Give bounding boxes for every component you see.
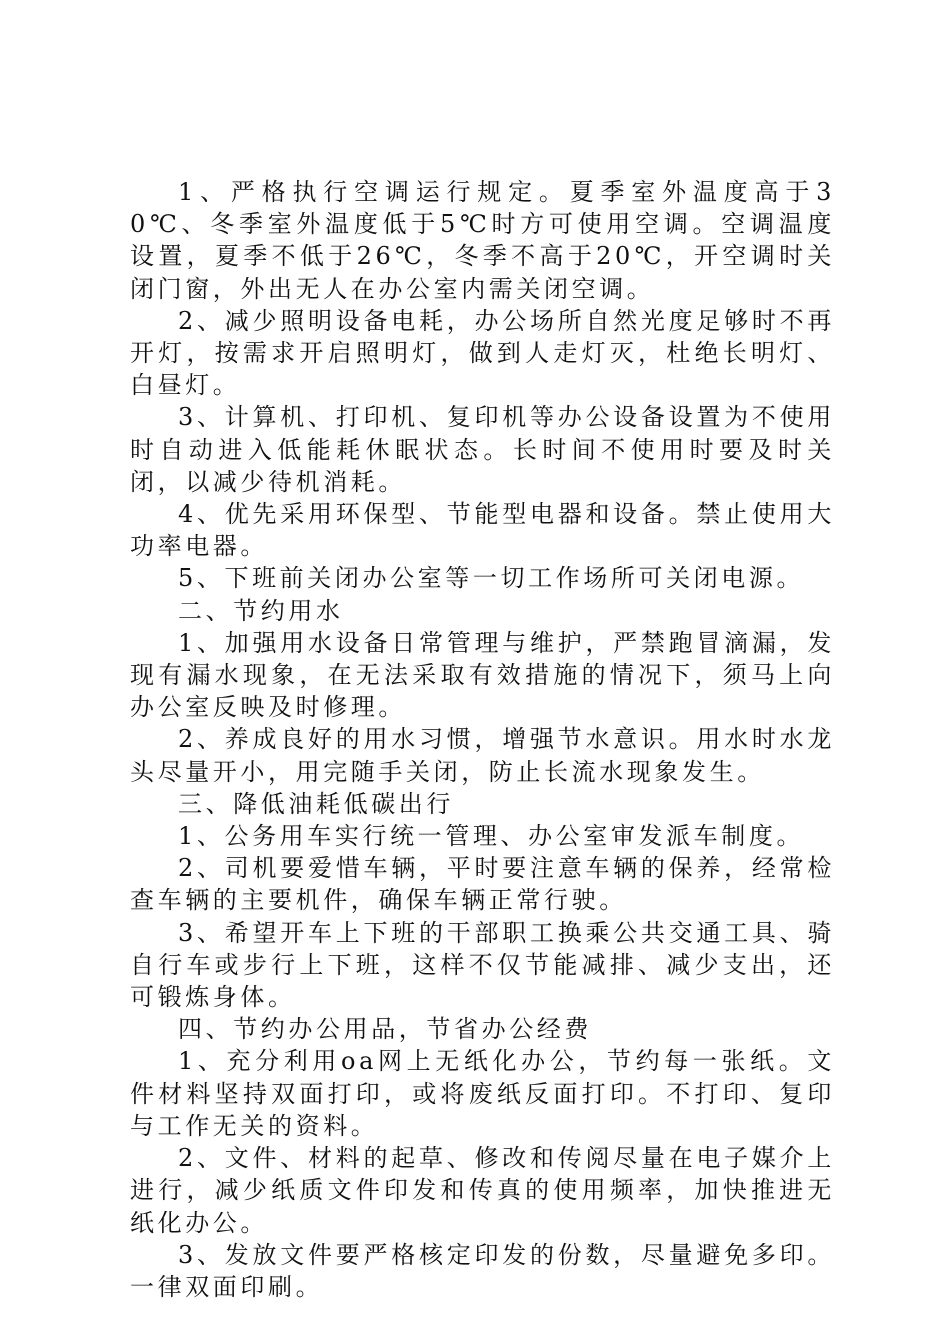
paragraph-vehicle-management: 1、公务用车实行统一管理、办公室审发派车制度。 [178,822,805,851]
paragraph-vehicle-care: 2、司机要爱惜车辆，平时要注意车辆的保养，经常检查车辆的主要机件，确保车辆正常行驶。 [130,854,835,915]
paragraph-eco-appliances: 4、优先采用环保型、节能型电器和设备。禁止使用大功率电器。 [130,500,835,561]
paragraph-power-off: 5、下班前关闭办公室等一切工作场所可关闭电源。 [178,564,805,593]
paragraph-lighting: 2、减少照明设备电耗，办公场所自然光度足够时不再开灯，按需求开启照明灯，做到人走灯灭，杜绝长明灯、白昼灯。 [130,306,835,400]
paragraph-paperless: 1、充分利用oa网上无纸化办公，节约每一张纸。文件材料坚持双面打印，或将废纸反面打印。不打印、复印与工作无关的资料。 [130,1047,835,1140]
paragraph-water-maintenance: 1、加强用水设备日常管理与维护，严禁跑冒滴漏，发现有漏水现象，在无法采取有效措施的情况下，须马上向办公室反映及时修理。 [130,628,835,722]
section-heading-water: 二、节约用水 [178,596,344,625]
paragraph-public-transport: 3、希望开车上下班的干部职工换乘公共交通工具、骑自行车或步行上下班，这样不仅节能减排、减少支出，还可锻炼身体。 [130,918,835,1012]
paragraph-office-equipment: 3、计算机、打印机、复印机等办公设备设置为不使用时自动进入低能耗休眠状态。长时间不使用时要及时关闭，以减少待机消耗。 [130,403,835,496]
paragraph-water-habits: 2、养成良好的用水习惯，增强节水意识。用水时水龙头尽量开小，用完随手关闭，防止长流水现象发生。 [130,725,835,786]
paragraph-electronic-docs: 2、文件、材料的起草、修改和传阅尽量在电子媒介上进行，减少纸质文件印发和传真的使用频率，加快推进无纸化办公。 [130,1144,835,1237]
section-heading-fuel: 三、降低油耗低碳出行 [178,789,454,818]
paragraph-printing-copies: 3、发放文件要严格核定印发的份数，尽量避免多印。一律双面印刷。 [130,1240,835,1301]
document-body [130,176,835,1303]
paragraph-ac-rules: 1、严格执行空调运行规定。夏季室外温度高于30℃、冬季室外温度低于5℃时方可使用空调。空调温度设置，夏季不低于26℃，冬季不高于20℃，开空调时关闭门窗，外出无人在办公室内需关闭空调。 [130,178,835,303]
section-heading-office-supplies: 四、节约办公用品，节省办公经费 [178,1015,592,1044]
